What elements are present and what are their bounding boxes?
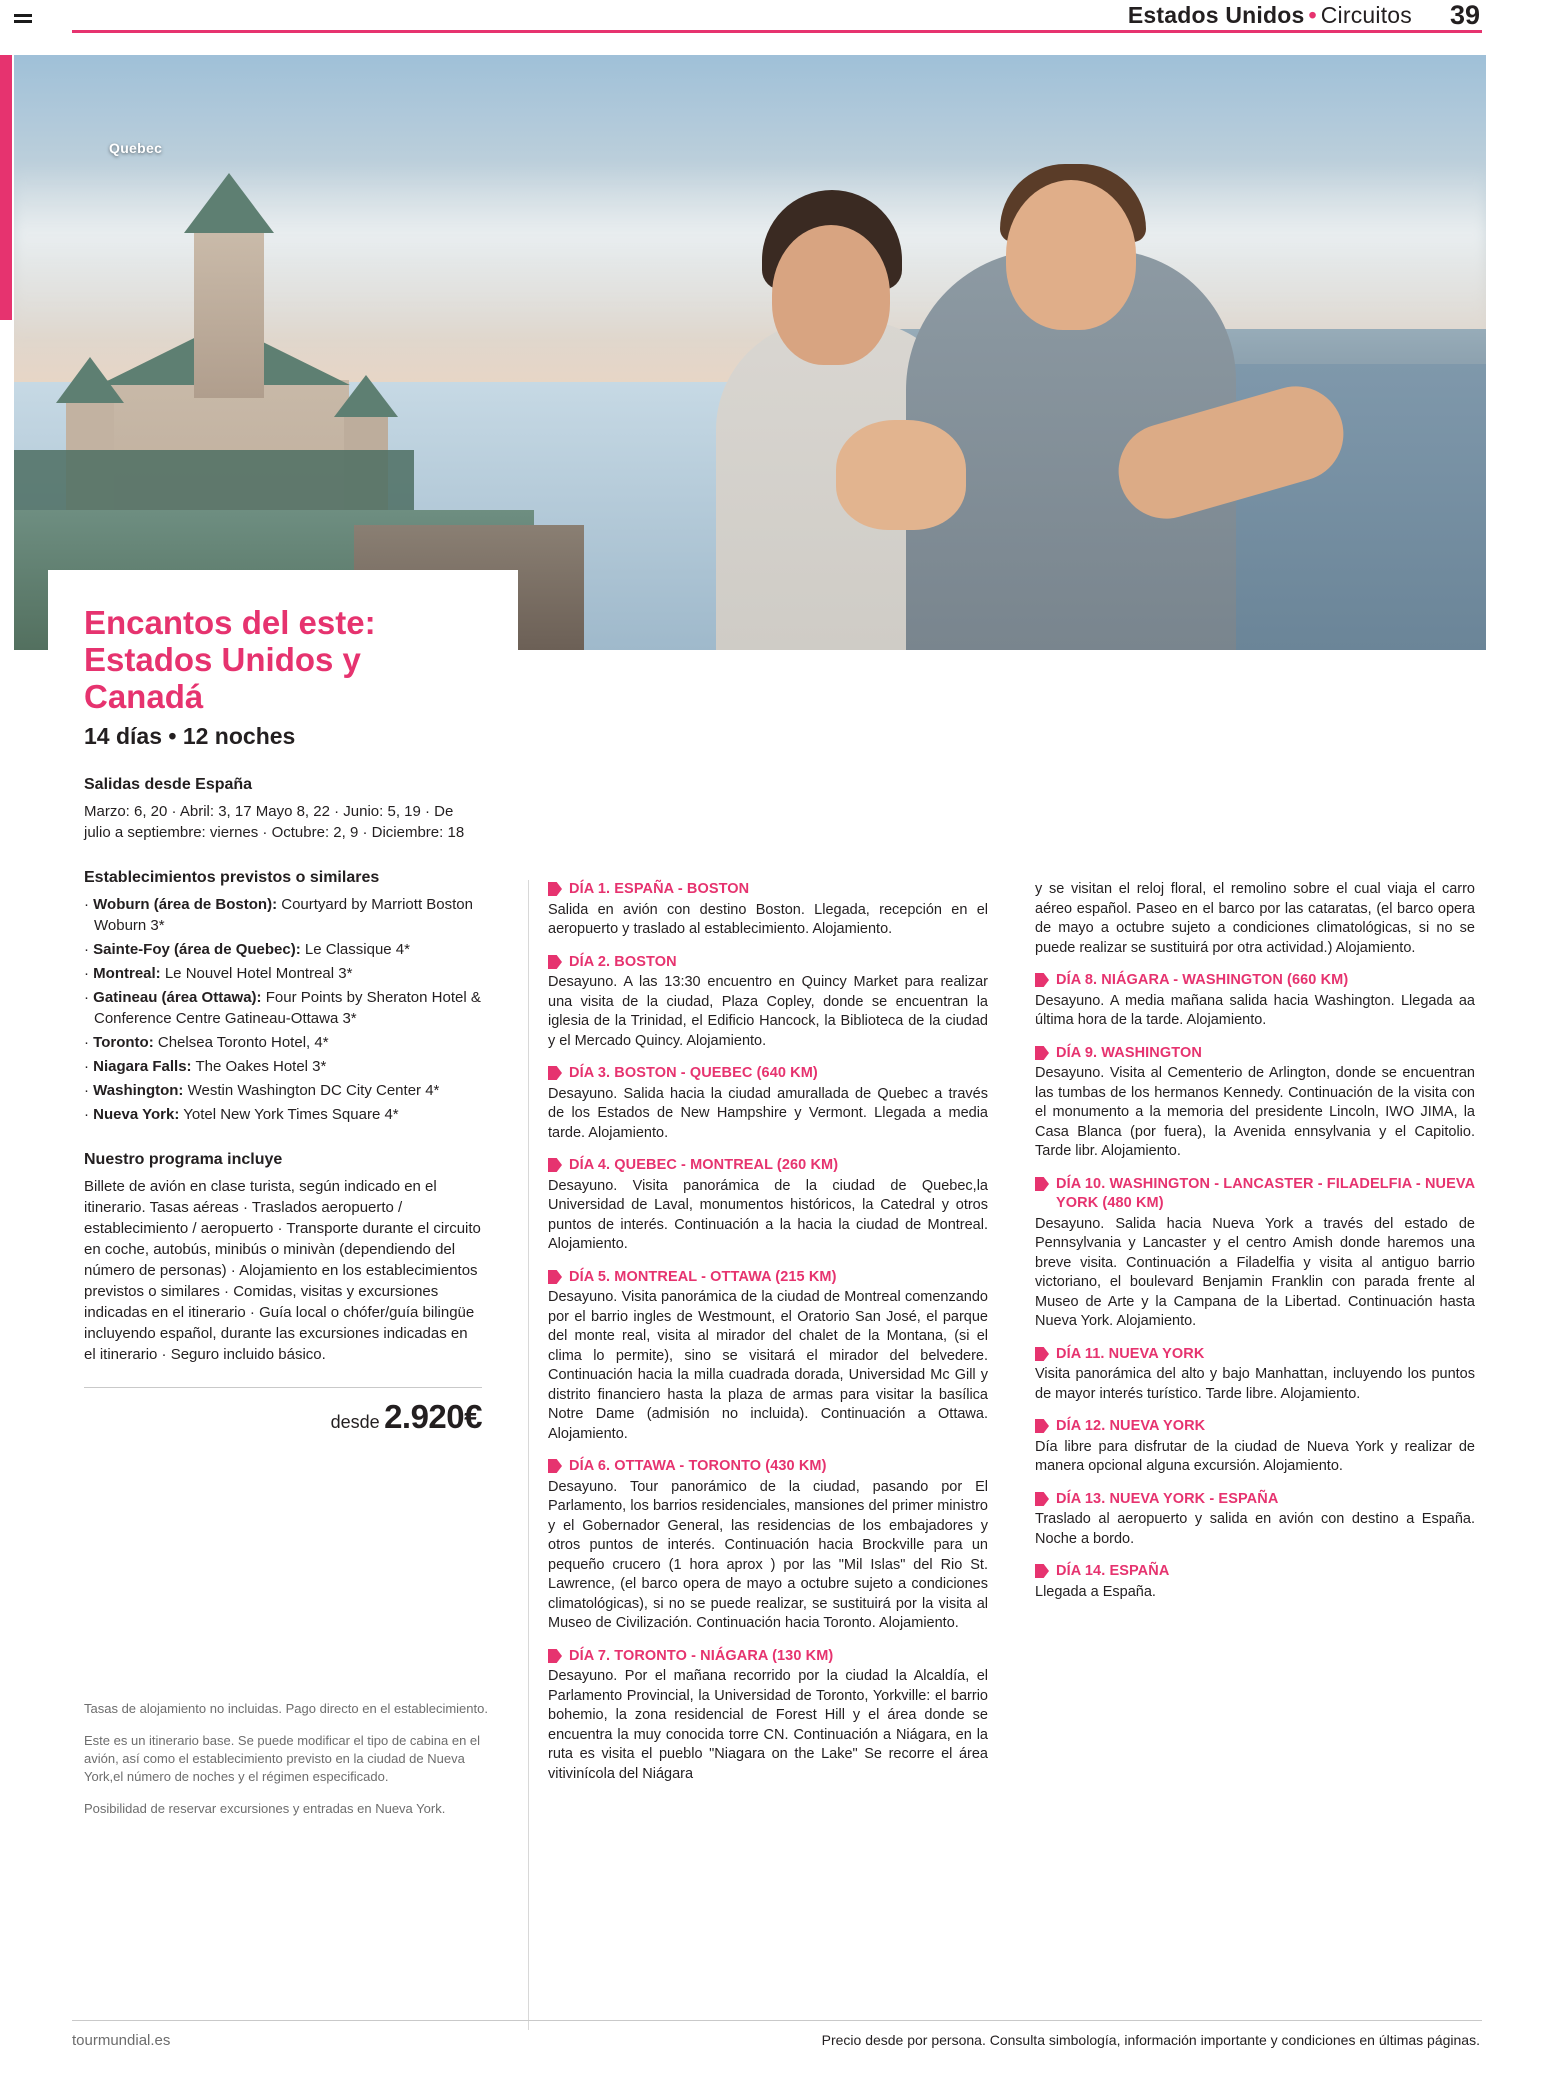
- itinerary-day: [548, 1064, 988, 1143]
- itinerary-day: [1035, 1345, 1475, 1405]
- day-text: y se visitan el reloj floral, el remolino sobre el cual viaja el carro aéreo español. Paseo en el barco por las cataratas, (el barco opera de mayo a octubre sujeto a condiciones climatológicas, si no se puede realizar se sustituirá por otra actividad.) Alojamiento.: [1035, 881, 1475, 956]
- offer-card: [48, 570, 518, 1630]
- day-text: Desayuno. A las 13:30 encuentro en Quincy Market para realizar una visita de la ciudad, Plaza Copley, donde se encuentran la iglesia de la Trinidad, el Edificio Hancock, la Biblioteca de la ciudad y el Mercado Quincy. Alojamiento.: [548, 974, 988, 1049]
- itinerary-day: [548, 880, 988, 940]
- flag-icon: [1035, 1564, 1049, 1578]
- price-block: [84, 1387, 482, 1436]
- price-label: desde: [330, 1412, 380, 1432]
- itinerary-day: [1035, 1044, 1475, 1162]
- flag-icon: [548, 1158, 562, 1172]
- flag-icon: [1035, 1419, 1049, 1433]
- day-text: Desayuno. Tour panorámico de la ciudad, pasando por El Parlamento, los barrios residenciales, mansiones del primer ministro y el Gobernador General, las residencias de los embajadores y otros puntos de interés. Continuación hacia Brockville para un pequeño crucero (1 hora aprox ) por las "Mil Islas" del Rio St. Lawrence, (el barco opera de mayo a octubre sujeto a condiciones climatológicas), si no se puede realizar, se sustituirá por la visita al Museo de Civilización. Continuación hacia Toronto. Alojamiento.: [548, 1478, 988, 1631]
- day-title: DÍA 3. BOSTON - QUEBEC (640 KM): [569, 1065, 818, 1081]
- hotels-list: [84, 894, 482, 1125]
- itinerary-day-continuation: [1035, 880, 1475, 958]
- day-text: Desayuno. Visita panorámica de la ciudad de Montreal comenzando por el barrio ingles de Westmount, el Oratorio San José, el parque del monte real, visita al mirador del chalet de la Montana, (si el clima lo permite), sino se visitará el mirador del belvedere. Continuación hacia la milla cuadrada dorada, Universidad Mc Gill y distrito financiero hasta la plaza de armas para visitar la basílica Notre Dame (admisión no incluida). Continuación a Ottawa. Alojamiento.: [548, 1289, 988, 1442]
- itinerary-day: [1035, 1562, 1475, 1602]
- header-country: Estados Unidos: [1127, 2, 1305, 28]
- itinerary-day: [548, 1268, 988, 1445]
- itinerary-day: [1035, 971, 1475, 1031]
- note-item: Posibilidad de reservar excursiones y entradas en Nueva York.: [84, 1801, 446, 1816]
- hero-rooftops: [14, 450, 414, 510]
- includes-text: Billete de avión en clase turista, según indicado en el itinerario. Tasas aéreas · Traslados aeropuerto / establecimiento / aeropuerto · Transporte durante el circuito en coche, autobús, minibús o minivàn (dependiendo del número de personas) · Alojamiento en los establecimientos previstos o similares · Comidas, visitas y excursiones indicadas en el itinerario · Guía local o chófer/guía bilingüe incluyendo español, durante las excursiones indicadas en el itinerario · Seguro incluido básico.: [84, 1178, 481, 1363]
- hotels-heading: Establecimientos previstos o similares: [84, 869, 380, 886]
- itinerary-column-2: [1035, 880, 1475, 1615]
- day-title: DÍA 14. ESPAÑA: [1056, 1563, 1170, 1579]
- list-item: · Washington: Westin Washington DC City Center 4*: [84, 1080, 482, 1101]
- list-item: · Woburn (área de Boston): Courtyard by Marriott Boston Woburn 3*: [84, 894, 482, 936]
- column-divider: [528, 880, 529, 2030]
- flag-icon: [548, 1649, 562, 1663]
- day-text: Salida en avión con destino Boston. Llegada, recepción en el aeropuerto y traslado al establecimiento. Alojamiento.: [548, 901, 988, 937]
- note-item: Este es un itinerario base. Se puede modificar el tipo de cabina en el avión, así como el establecimiento previsto en la ciudad de Nueva York,el número de noches y el régimen especificado.: [84, 1733, 481, 1784]
- day-text: Llegada a España.: [1035, 1583, 1156, 1600]
- day-title: DÍA 5. MONTREAL - OTTAWA (215 KM): [569, 1268, 837, 1285]
- list-item: · Sainte-Foy (área de Quebec): Le Classique 4*: [84, 939, 482, 960]
- list-item: · Montreal: Le Nouvel Hotel Montreal 3*: [84, 963, 482, 984]
- flag-icon: [1035, 1347, 1049, 1361]
- header-divider: [72, 30, 1482, 33]
- left-accent-bar: [0, 55, 12, 320]
- flag-icon: [548, 1270, 562, 1284]
- footer-legal: Precio desde por persona. Consulta simbología, información importante y condiciones en últimas páginas.: [821, 2032, 1480, 2048]
- flag-icon: [548, 1459, 562, 1473]
- flag-icon: [548, 1066, 562, 1080]
- edge-tab-icon: [14, 14, 32, 28]
- itinerary: [548, 880, 1488, 2040]
- list-item: · Gatineau (área Ottawa): Four Points by Sheraton Hotel & Conference Centre Gatineau-Ottawa 3*: [84, 987, 482, 1029]
- flag-icon: [1035, 973, 1049, 987]
- list-item: · Toronto: Chelsea Toronto Hotel, 4*: [84, 1032, 482, 1053]
- itinerary-day: [1035, 1490, 1475, 1550]
- page-number: 39: [1449, 0, 1480, 30]
- header-separator: •: [1308, 2, 1317, 28]
- page-header: [0, 0, 1550, 40]
- day-title: DÍA 6. OTTAWA - TORONTO (430 KM): [569, 1458, 827, 1474]
- itinerary-day: [548, 1647, 988, 1785]
- flag-icon: [1035, 1046, 1049, 1060]
- footer-site[interactable]: tourmundial.es: [72, 2032, 171, 2049]
- hero-caption: Quebec: [109, 140, 163, 156]
- list-item: · Nueva York: Yotel New York Times Square 4*: [84, 1104, 482, 1125]
- flag-icon: [548, 955, 562, 969]
- itinerary-column-1: [548, 880, 988, 1797]
- flag-icon: [1035, 1177, 1049, 1191]
- offer-title: Encantos del este: Estados Unidos y Canadá: [84, 604, 376, 715]
- flag-icon: [1035, 1492, 1049, 1506]
- day-text: Día libre para disfrutar de la ciudad de Nueva York y realizar de manera opcional alguna excursión. Alojamiento.: [1035, 1438, 1475, 1474]
- day-title: DÍA 10. WASHINGTON - LANCASTER - FILADELFIA - NUEVA YORK (480 KM): [1056, 1175, 1475, 1211]
- price-value: 2.920€: [384, 1398, 482, 1435]
- flag-icon: [548, 882, 562, 896]
- day-title: DÍA 9. WASHINGTON: [1056, 1044, 1202, 1061]
- footer-divider: [72, 2020, 1482, 2021]
- header-section: Circuitos: [1320, 2, 1412, 28]
- hero-couple: [576, 180, 1336, 650]
- day-title: DÍA 1. ESPAÑA - BOSTON: [569, 881, 750, 897]
- day-text: Desayuno. Salida hacia Nueva York a través del estado de Pennsylvania y Lancaster y el centro Amish donde haremos una breve visita. Continuación a Filadelfia y visita al antiguo barrio victoriano, el boulevard Benjamin Franklin con parada frente al Museo de Arte y la Campana de la Libertad. Continuación hasta Nueva York. Alojamiento.: [1035, 1215, 1475, 1329]
- day-text: Desayuno. Visita panorámica de la ciudad de Quebec,la Universidad de Laval, monumentos históricos, la Catedral y otros puntos de interés. Continuación a la hacia la ciudad de Montreal. Alojamiento.: [548, 1177, 988, 1252]
- list-item: · Niagara Falls: The Oakes Hotel 3*: [84, 1056, 482, 1077]
- day-title: DÍA 12. NUEVA YORK: [1056, 1418, 1206, 1434]
- day-title: DÍA 11. NUEVA YORK: [1056, 1345, 1205, 1362]
- itinerary-day: [548, 953, 988, 1052]
- day-text: Desayuno. A media mañana salida hacia Washington. Llegada aa última hora de la tarde. Alojamiento.: [1035, 992, 1475, 1028]
- itinerary-day: [548, 1457, 988, 1634]
- day-title: DÍA 13. NUEVA YORK - ESPAÑA: [1056, 1490, 1279, 1507]
- itinerary-day: [1035, 1175, 1475, 1332]
- day-text: Traslado al aeropuerto y salida en avión con destino a España. Noche a bordo.: [1035, 1511, 1475, 1547]
- departures-text: Marzo: 6, 20 · Abril: 3, 17 Mayo 8, 22 · Junio: 5, 19 · De julio a septiembre: viernes · Octubre: 2, 9 · Diciembre: 18: [84, 803, 465, 841]
- day-title: DÍA 7. TORONTO - NIÁGARA (130 KM): [569, 1647, 834, 1664]
- hero-image: [14, 55, 1486, 650]
- header-breadcrumb: [1128, 2, 1412, 29]
- includes-heading: Nuestro programa incluye: [84, 1151, 283, 1168]
- day-title: DÍA 2. BOSTON: [569, 953, 677, 970]
- day-title: DÍA 4. QUEBEC - MONTREAL (260 KM): [569, 1157, 839, 1173]
- note-item: Tasas de alojamiento no incluidas. Pago directo en el establecimiento.: [84, 1701, 488, 1716]
- day-text: Desayuno. Visita al Cementerio de Arlington, donde se encuentran las tumbas de los hermanos Kennedy. Continuación de la visita con el monumento a la memoria del presidente Lincoln, IWO JIMA, la Casa Blanca (por fuera), la Avenida ennsylvania y el Capitolio. Tarde libr. Alojamiento.: [1035, 1065, 1475, 1159]
- offer-duration: 14 días • 12 noches: [84, 723, 296, 749]
- day-title: DÍA 8. NIÁGARA - WASHINGTON (660 KM): [1056, 972, 1349, 988]
- departures-heading: Salidas desde España: [84, 776, 253, 793]
- day-text: Visita panorámica del alto y bajo Manhattan, incluyendo los puntos de mayor interés turístico. Tarde libre. Alojamiento.: [1035, 1366, 1475, 1402]
- day-text: Desayuno. Por el mañana recorrido por la ciudad la Alcaldía, el Parlamento Provincial, la Universidad de Toronto, Yorkville: el barrio bohemio, la zona residencial de Forest Hill y el área donde se encuentra la muy conocida torre CN. Continuación a Niágara, en la ruta es visita el pueblo "Niagara on the Lake" Se recorre el área vitivinícola del Niágara: [548, 1668, 988, 1782]
- itinerary-day: [1035, 1417, 1475, 1477]
- day-text: Desayuno. Salida hacia la ciudad amurallada de Quebec a través de los Estados de New Hampshire y Vermont. Llegada a media tarde. Alojamiento.: [548, 1085, 988, 1141]
- offer-notes: [84, 1700, 504, 1832]
- itinerary-day: [548, 1156, 988, 1255]
